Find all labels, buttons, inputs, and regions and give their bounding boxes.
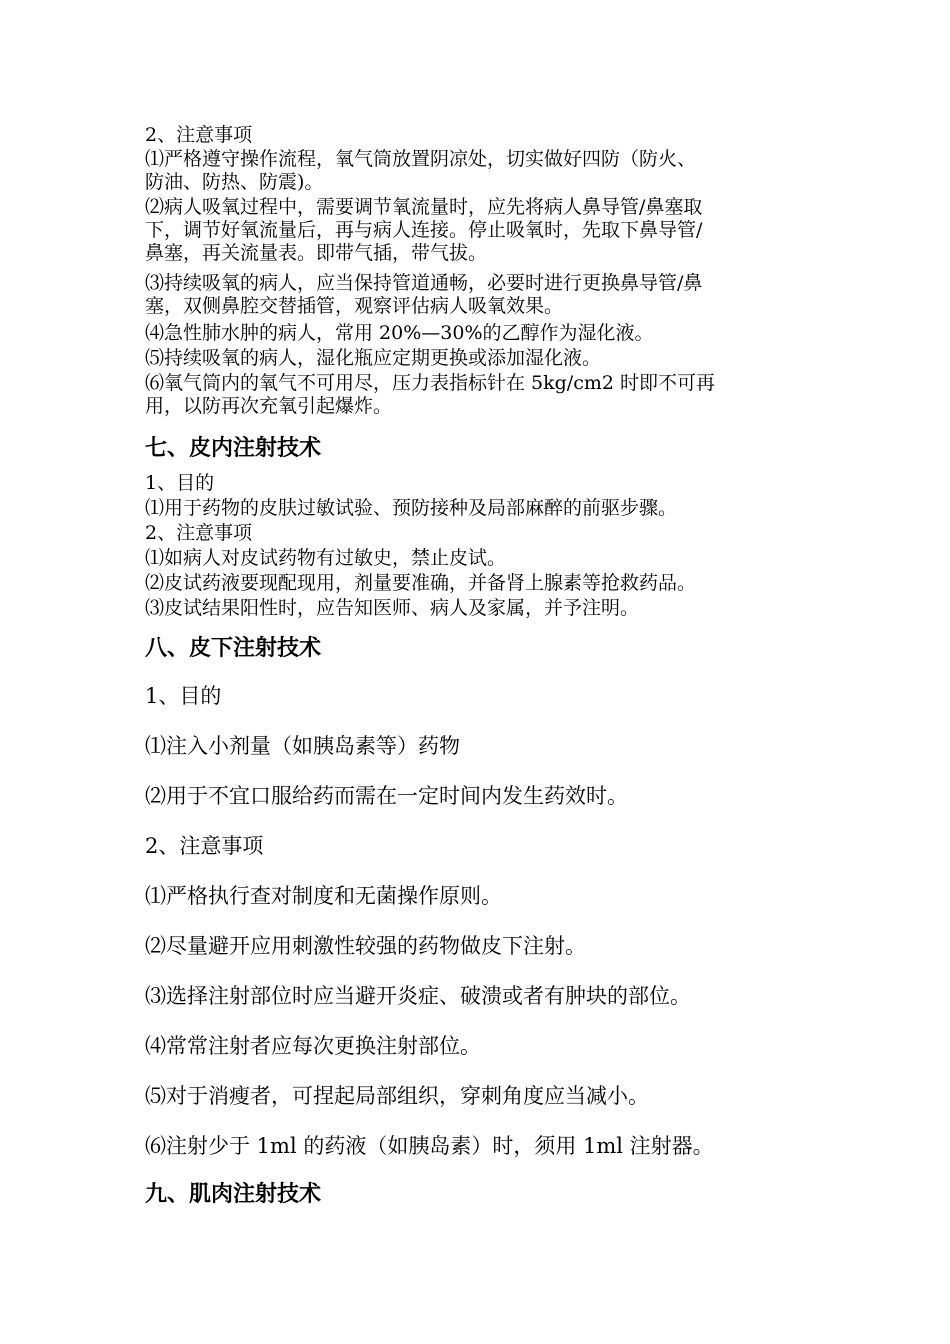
section-7-purpose-heading: 1、目的 [145,472,215,494]
note-item-6 [145,372,815,418]
note-item-1-line-2: 防油、防热、防震)。 [145,171,324,193]
section-8-purpose-item-1: ⑴注入小剂量（如胰岛素等）药物 [145,734,460,758]
section-7-notes-heading: 2、注意事项 [145,522,253,544]
section-8-note-2: ⑵尽量避开应用刺激性较强的药物做皮下注射。 [145,934,586,958]
section-8-title: 八、皮下注射技术 [145,636,322,661]
section-7-title: 七、皮内注射技术 [145,436,322,461]
section-7-note-2: ⑵皮试药液要现配现用，剂量要准确，并备肾上腺素等抢救药品。 [145,572,697,594]
note-item-1-line-1: ⑴严格遵守操作流程，氧气筒放置阴凉处，切实做好四防（防火、 [145,148,697,170]
note-item-6-line-1: ⑹氧气筒内的氧气不可用尽，压力表指标针在 5kg/cm2 时即不可再 [145,372,715,394]
section-8-note-4: ⑷常常注射者应每次更换注射部位。 [145,1034,481,1058]
section-7-purpose-item-1: ⑴用于药物的皮肤过敏试验、预防接种及局部麻醉的前驱步骤。 [145,497,678,519]
note-item-2-line-1: ⑵病人吸氧过程中，需要调节氧流量时，应先将病人鼻导管/鼻塞取 [145,196,703,218]
note-item-3-line-1: ⑶持续吸氧的病人，应当保持管道通畅，必要时进行更换鼻导管/鼻 [145,272,703,294]
note-item-3 [145,272,815,318]
section-8-note-6: ⑹注射少于 1ml 的药液（如胰岛素）时，须用 1ml 注射器。 [145,1134,714,1158]
note-item-2-line-3: 鼻塞，再关流量表。即带气插，带气拔。 [145,242,488,264]
note-item-3-line-2: 塞，双侧鼻腔交替插管，观察评估病人吸氧效果。 [145,295,564,317]
section-8-purpose-item-2: ⑵用于不宜口服给药而需在一定时间内发生药效时。 [145,784,628,808]
note-item-6-line-2: 用，以防再次充氧引起爆炸。 [145,395,393,417]
section-8-notes-heading: 2、注意事项 [145,834,264,858]
note-item-1 [145,148,815,194]
note-item-4: ⑷急性肺水肿的病人，常用 20%—30%的乙醇作为湿化液。 [145,322,654,344]
notes-heading: 2、注意事项 [145,124,253,146]
section-7-note-3: ⑶皮试结果阳性时，应告知医师、病人及家属，并予注明。 [145,597,640,619]
section-9-title: 九、肌肉注射技术 [145,1182,322,1207]
section-8-purpose-heading: 1、目的 [145,684,222,708]
section-8-note-5: ⑸对于消瘦者，可捏起局部组织，穿刺角度应当减小。 [145,1084,649,1108]
note-item-2-line-2: 下，调节好氧流量后，再与病人连接。停止吸氧时，先取下鼻导管/ [145,219,703,241]
note-item-5: ⑸持续吸氧的病人，湿化瓶应定期更换或添加湿化液。 [145,347,602,369]
section-8-note-1: ⑴严格执行查对制度和无菌操作原则。 [145,884,502,908]
section-7-note-1: ⑴如病人对皮试药物有过敏史，禁止皮试。 [145,547,507,569]
section-8-note-3: ⑶选择注射部位时应当避开炎症、破溃或者有肿块的部位。 [145,984,691,1008]
note-item-2 [145,196,815,265]
